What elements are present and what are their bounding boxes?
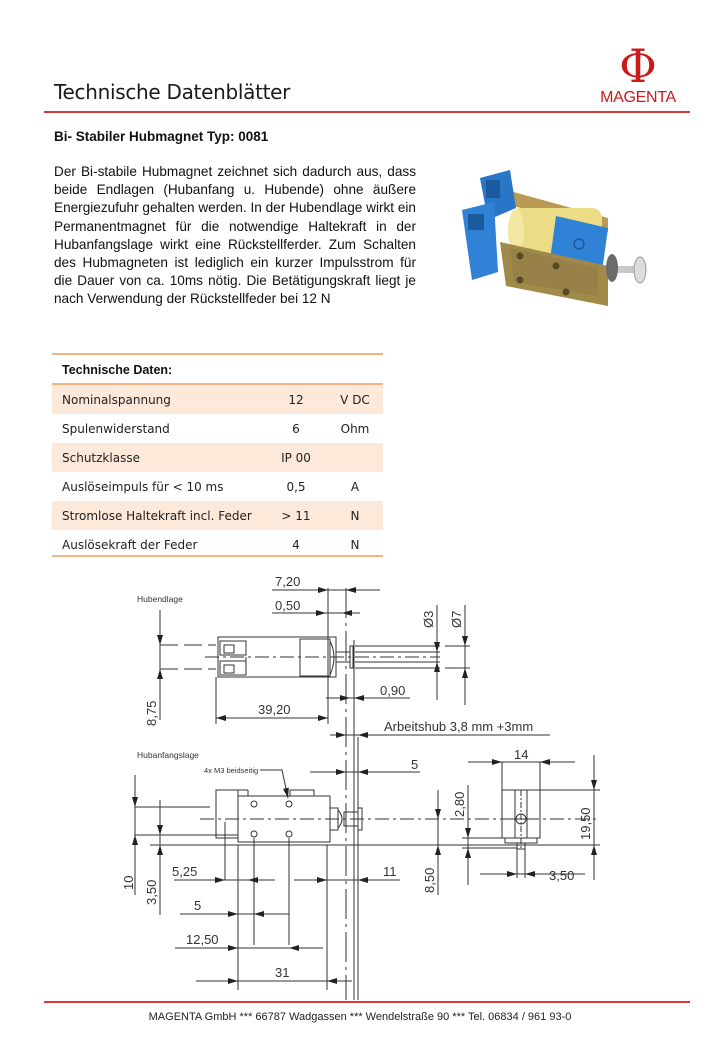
spec-label: Auslösekraft der Feder	[62, 538, 198, 552]
table-row	[52, 472, 383, 501]
spec-value: > 11	[281, 509, 311, 523]
spec-value: 0,5	[286, 480, 306, 494]
table-bottom-rule	[52, 555, 383, 557]
product-title: Bi- Stabiler Hubmagnet Typ: 0081	[54, 129, 269, 144]
spec-label: Nominalspannung	[62, 393, 171, 407]
dim-10: 10	[121, 875, 136, 890]
specs-title: Technische Daten:	[62, 363, 173, 377]
dim-11: 11	[383, 864, 397, 879]
dim-5-bottom: 5	[194, 898, 202, 913]
dim-5-top: 5	[411, 757, 419, 772]
spec-unit: V DC	[340, 393, 370, 407]
view-label-hubendlage: Hubendlage	[137, 594, 183, 604]
table-row	[52, 443, 383, 472]
spec-label: Auslöseimpuls für < 10 ms	[62, 480, 224, 494]
dim-12-50: 12,50	[186, 932, 219, 947]
footer-address: MAGENTA GmbH *** 66787 Wadgassen *** Wendelstraße 90 *** Tel. 06834 / 961 93-0	[148, 1011, 572, 1023]
dim-0-90: 0,90	[380, 683, 406, 698]
spec-unit: A	[350, 480, 360, 494]
phi-logo-icon: Φ	[619, 39, 657, 93]
logo-text: MAGENTA	[600, 89, 676, 106]
bottom-view-connector	[216, 790, 238, 838]
dim-8-75: 8,75	[144, 700, 159, 726]
spec-value: IP 00	[281, 451, 311, 465]
dim-7-20: 7,20	[275, 574, 301, 589]
table-row	[52, 385, 383, 414]
spec-unit: N	[350, 509, 360, 523]
product-description: Der Bi-stabile Hubmagnet zeichnet sich dadurch aus, dass beide Endlagen (Hubanfang u. Hubende) ohne äußere Energiezufuhr gehalten werden. In der Hubendlage wirkt ein Permanentmagnet für die notwendige Haltekraft in der Hubanfangslage wirkt eine Rückstellferder. Zum Schalten des Hubmagneten ist lediglich ein kurzer Impulsstrom für die Dauer von ca. 10ms nötig. Die Betätigungskraft liegt je nach Verwendung der Rückstellfeder bei 12 N	[54, 164, 416, 307]
spec-label: Stromlose Haltekraft incl. Feder	[62, 509, 252, 523]
dim-diameter-7: Ø7	[449, 610, 464, 628]
note-thread: 4x M3 beidseitig	[204, 766, 259, 775]
side-view-body	[502, 790, 540, 838]
product-photo	[458, 168, 670, 310]
top-view-body	[218, 637, 336, 677]
spec-label: Schutzklasse	[62, 451, 140, 465]
dim-31: 31	[275, 965, 290, 980]
dim-39-20: 39,20	[258, 702, 291, 717]
bottom-view-body	[238, 796, 330, 842]
spec-value: 4	[292, 538, 300, 552]
stroke-label: Arbeitshub 3,8 mm +3mm	[384, 719, 534, 734]
header-divider	[44, 111, 690, 113]
dim-5-25: 5,25	[172, 864, 198, 879]
dim-8-50: 8,50	[422, 867, 437, 893]
spec-unit: N	[350, 538, 360, 552]
dim-19-50: 19,50	[578, 807, 593, 840]
specs-table	[52, 385, 383, 559]
specs-header	[52, 355, 383, 383]
spec-label: Spulenwiderstand	[62, 422, 170, 436]
dim-3-50: 3,50	[144, 879, 159, 905]
photo-connector-front	[462, 202, 498, 280]
table-row	[52, 501, 383, 530]
dim-0-50: 0,50	[275, 598, 301, 613]
page-title: Technische Datenblätter	[54, 80, 291, 104]
table-row	[52, 414, 383, 443]
footer-divider	[44, 1001, 690, 1003]
company-logo	[588, 39, 688, 108]
view-label-hubanfangslage: Hubanfangslage	[137, 750, 199, 760]
dim-14: 14	[514, 747, 529, 762]
dim-diameter-3: Ø3	[421, 610, 436, 628]
dim-2-80: 2,80	[452, 791, 467, 817]
spec-unit: Ohm	[340, 422, 370, 436]
spec-value: 6	[292, 422, 300, 436]
dim-3-50-side: 3,50	[549, 868, 575, 883]
spec-value: 12	[288, 393, 304, 407]
